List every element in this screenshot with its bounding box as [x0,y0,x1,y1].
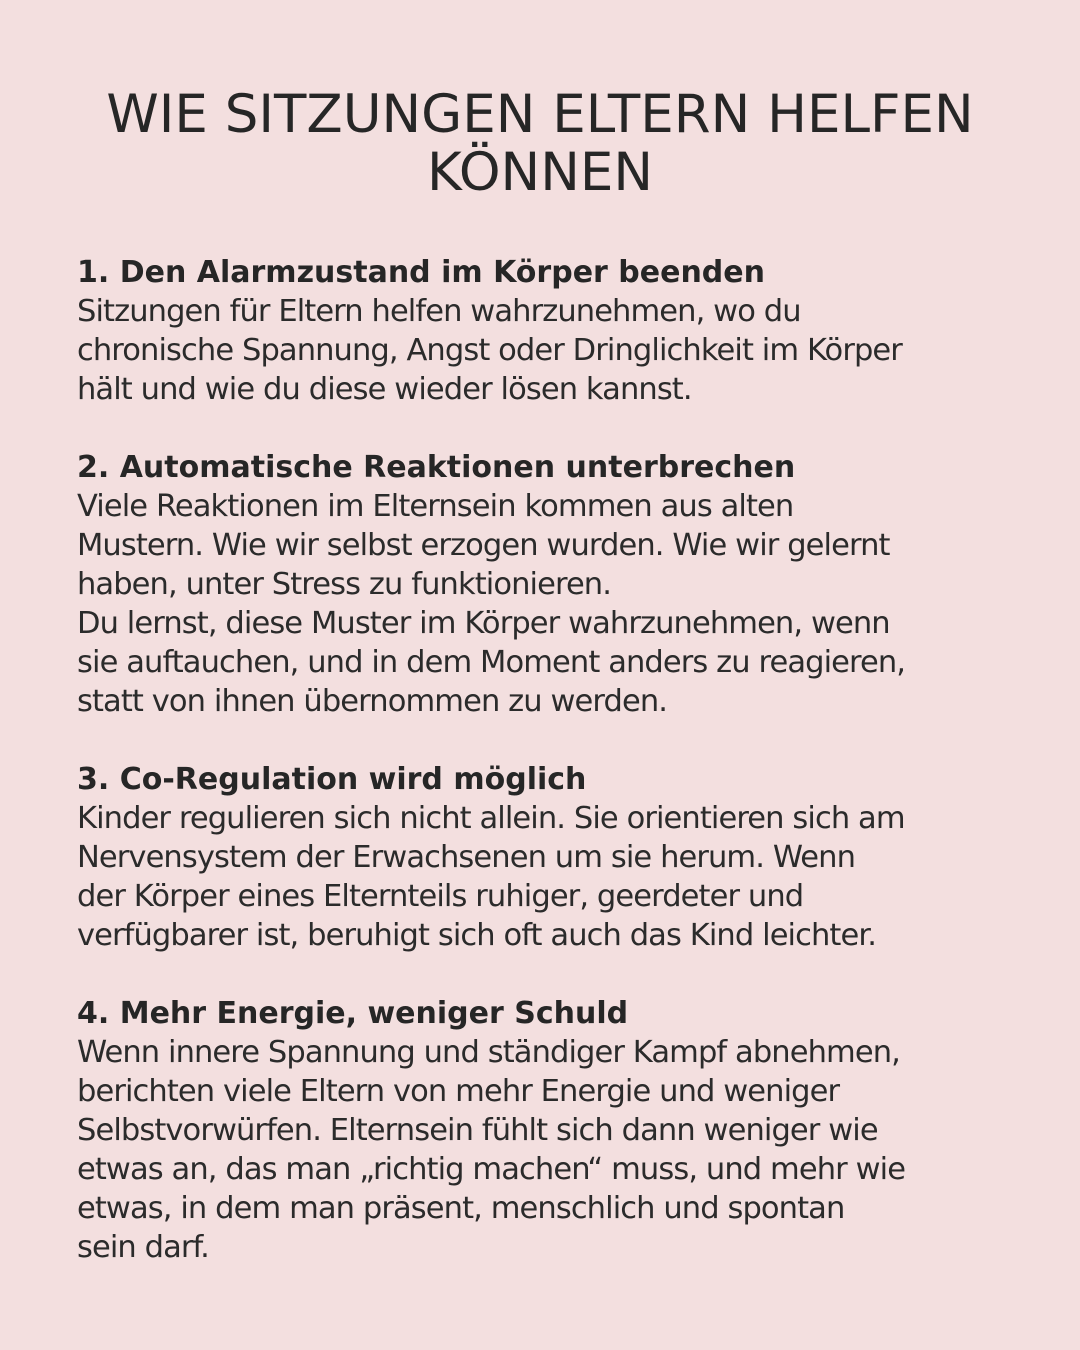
section-heading: 2. Automatische Reaktionen unterbrechen [77,450,796,485]
paragraph-line: der Körper eines Elternteils ruhiger, geerdeter und [77,879,804,914]
paragraph-line: sie auftauchen, und in dem Moment anders zu reagieren, [77,645,906,680]
section-heading: 1. Den Alarmzustand im Körper beenden [77,255,765,290]
paragraph-line: sein darf. [77,1230,209,1265]
paragraph-line: Sitzungen für Eltern helfen wahrzunehmen, wo du [77,294,801,329]
page-title [60,86,1020,202]
paragraph-line: verfügbarer ist, beruhigt sich oft auch das Kind leichter. [77,918,876,953]
section-2 [77,448,1017,721]
paragraph-line: Nervensystem der Erwachsenen um sie herum. Wenn [77,840,856,875]
paragraph-line: hält und wie du diese wieder lösen kannst. [77,372,692,407]
paragraph-line: etwas an, das man „richtig machen“ muss, und mehr wie [77,1152,906,1187]
section-4 [77,994,1017,1267]
section-1 [77,253,1017,409]
page-title-line-1: WIE SITZUNGEN ELTERN HELFEN [106,84,974,145]
paragraph-line: statt von ihnen übernommen zu werden. [77,684,668,719]
paragraph-line: etwas, in dem man präsent, menschlich und spontan [77,1191,845,1226]
paragraph-line: chronische Spannung, Angst oder Dringlichkeit im Körper [77,333,902,368]
paragraph-line: Du lernst, diese Muster im Körper wahrzunehmen, wenn [77,606,890,641]
paragraph-line: Selbstvorwürfen. Elternsein fühlt sich dann weniger wie [77,1113,878,1148]
section-heading: 4. Mehr Energie, weniger Schuld [77,996,629,1031]
paragraph-line: haben, unter Stress zu funktionieren. [77,567,612,602]
section-3 [77,760,1017,955]
paragraph-line: Kinder regulieren sich nicht allein. Sie orientieren sich am [77,801,905,836]
content [77,253,1017,1267]
paragraph-line: Mustern. Wie wir selbst erzogen wurden. Wie wir gelernt [77,528,890,563]
paragraph-line: Viele Reaktionen im Elternsein kommen aus alten [77,489,794,524]
paragraph-line: berichten viele Eltern von mehr Energie und weniger [77,1074,840,1109]
page-title-line-2: KÖNNEN [426,142,653,203]
paragraph-line: Wenn innere Spannung und ständiger Kampf abnehmen, [77,1035,900,1070]
section-heading: 3. Co-Regulation wird möglich [77,762,587,797]
